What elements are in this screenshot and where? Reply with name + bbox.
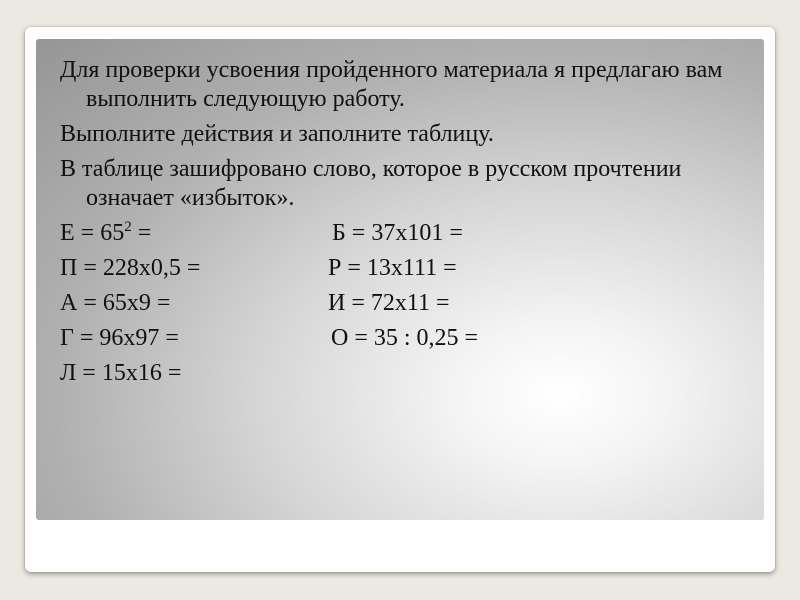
expression-left: П = 228х0,5 = <box>60 255 201 281</box>
hint-paragraph: В таблице зашифровано слово, которое в русском прочтении означает «избыток». <box>60 156 682 211</box>
expression-row <box>60 359 750 388</box>
expression-right: И = 72х11 = <box>328 290 450 316</box>
expression-left: Л = 15х16 = <box>60 360 182 386</box>
expression-right: Р = 13х111 = <box>328 255 457 281</box>
slide-text <box>60 56 750 394</box>
expression-right: О = 35 : 0,25 = <box>331 325 479 351</box>
expression-row <box>60 324 750 353</box>
task-paragraph: Выполните действия и заполните таблицу. <box>60 121 494 147</box>
expression-row <box>60 289 750 318</box>
exponent: 2 <box>124 219 132 235</box>
expression-left: Г = 96х97 = <box>60 325 179 351</box>
expression-left: А = 65х9 = <box>60 290 171 316</box>
expression-row <box>60 219 750 248</box>
expression-left <box>60 219 332 248</box>
intro-paragraph: Для проверки усвоения пройденного материала я предлагаю вам выполнить следующую работу. <box>60 57 723 112</box>
expression-base: Е = 65 <box>60 220 125 246</box>
expression-tail: = <box>131 220 152 246</box>
expression-right: Б = 37х101 = <box>332 220 463 246</box>
expression-row <box>60 254 750 283</box>
